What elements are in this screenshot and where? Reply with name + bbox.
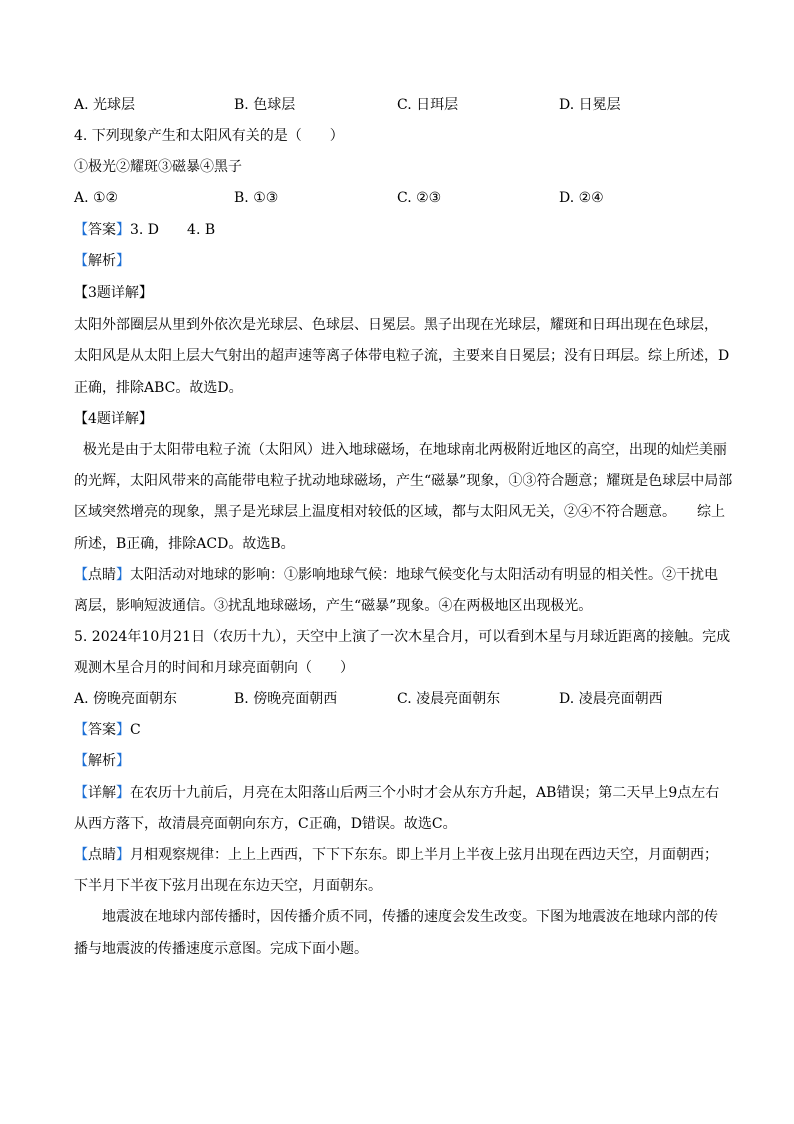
detail4-line-4: 所述，B正确，排除ACD。故选B。 (74, 536, 295, 552)
q3-option-d: D. 日冕层 (559, 97, 621, 113)
detail3-heading: 【3题详解】 (74, 285, 153, 301)
tip5-close: 】 (116, 847, 130, 863)
tip4-label: 点睛 (88, 567, 116, 583)
q5-option-b: B. 傍晚亮面朝西 (234, 691, 338, 707)
detail4-line-2: 的光辉，太阳风带来的高能带电粒子扰动地球磁场，产生“磁暴”现象，①③符合题意；耀斑是色球层中局部 (74, 473, 733, 489)
q4-items: ①极光②耀斑③磁暴④黑子 (74, 159, 242, 175)
analysis-5 (74, 752, 130, 770)
tip4-line-2: 离层，影响短波通信。③扰乱地球磁场，产生“磁暴”现象。④在两极地区出现极光。 (74, 598, 593, 614)
tip5-line-1 (74, 846, 718, 864)
tip5-text-1: 月相观察规律：上上上西西，下下下东东。即上半月上半夜上弦月出现在西边天空，月面朝西； (130, 847, 718, 863)
detail3-line-1: 太阳外部圈层从里到外依次是光球层、色球层、日冕层。黑子出现在光球层，耀斑和日珥出现在色球层， (74, 317, 718, 333)
detail3-line-2: 太阳风是从太阳上层大气射出的超声速等离子体带电粒子流，主要来自日冕层；没有日珥层。综上所述，D (74, 348, 730, 364)
answer-5-text: C (130, 722, 141, 738)
q4-stem: 4. 下列现象产生和太阳风有关的是（ ） (74, 128, 344, 144)
analysis-34-open: 【 (74, 253, 88, 269)
answer-5-close: 】 (116, 722, 130, 738)
answer-34-close: 】 (116, 222, 130, 238)
analysis-34-label: 解析 (88, 253, 116, 269)
answer-34-label: 答案 (88, 222, 116, 238)
tip5-open: 【 (74, 847, 88, 863)
detail5-text-1: 在农历十九前后，月亮在太阳落山后两三个小时才会从东方升起，AB错误；第二天早上9点左右 (130, 785, 720, 801)
q5-option-a: A. 傍晚亮面朝东 (74, 691, 178, 707)
q3-option-a: A. 光球层 (74, 97, 136, 113)
tip4-text-1: 太阳活动对地球的影响：①影响地球气候：地球气候变化与太阳活动有明显的相关性。②干扰电 (130, 567, 718, 583)
detail5-line-2: 从西方落下，故清晨亮面朝向东方，C正确，D错误。故选C。 (74, 816, 457, 832)
analysis-5-open: 【 (74, 753, 88, 769)
q4-option-a: A. ①② (74, 190, 119, 206)
detail5-line-1 (74, 784, 719, 802)
tip4-open: 【 (74, 567, 88, 583)
detail4-line-1: 极光是由于太阳带电粒子流（太阳风）进入地球磁场，在地球南北两极附近地区的高空，出现的灿烂美丽 (74, 442, 727, 458)
analysis-34 (74, 252, 130, 270)
answer-34 (74, 221, 215, 239)
q4-option-c: C. ②③ (397, 190, 442, 206)
detail4-line-3: 区域突然增亮的现象，黑子是光球层上温度相对较低的区域，都与太阳风无关，②④不符合题意。 综上 (74, 504, 725, 520)
q3-option-b: B. 色球层 (234, 97, 296, 113)
answer-5-label: 答案 (88, 722, 116, 738)
analysis-5-close: 】 (116, 753, 130, 769)
tip4-close: 】 (116, 567, 130, 583)
intro6-line-1: 地震波在地球内部传播时，因传播介质不同，传播的速度会发生改变。下图为地震波在地球内部的传 (74, 909, 718, 925)
answer-34-text: 3. D 4. B (130, 222, 216, 238)
q3-option-c: C. 日珥层 (397, 97, 459, 113)
detail5-label: 详解 (88, 785, 116, 801)
q5-option-c: C. 凌晨亮面朝东 (397, 691, 501, 707)
detail5-open: 【 (74, 785, 88, 801)
q4-option-b: B. ①③ (234, 190, 279, 206)
tip4-line-1 (74, 566, 718, 584)
analysis-34-close: 】 (116, 253, 130, 269)
answer-5 (74, 721, 141, 739)
tip5-line-2: 下半月下半夜下弦月出现在东边天空，月面朝东。 (74, 878, 382, 894)
detail5-close: 】 (116, 785, 130, 801)
detail4-heading: 【4题详解】 (74, 411, 153, 427)
q4-option-d: D. ②④ (559, 190, 604, 206)
q5-option-d: D. 凌晨亮面朝西 (559, 691, 663, 707)
q5-stem-1: 5. 2024年10月21日（农历十九），天空中上演了一次木星合月，可以看到木星与月球近距离的接触。完成 (74, 629, 731, 645)
answer-5-open: 【 (74, 722, 88, 738)
intro6-line-2: 播与地震波的传播速度示意图。完成下面小题。 (74, 941, 368, 957)
analysis-5-label: 解析 (88, 753, 116, 769)
detail3-line-3: 正确，排除ABC。故选D。 (74, 380, 243, 396)
q5-stem-2: 观测木星合月的时间和月球亮面朝向（ ） (74, 660, 354, 676)
tip5-label: 点睛 (88, 847, 116, 863)
answer-34-open: 【 (74, 222, 88, 238)
